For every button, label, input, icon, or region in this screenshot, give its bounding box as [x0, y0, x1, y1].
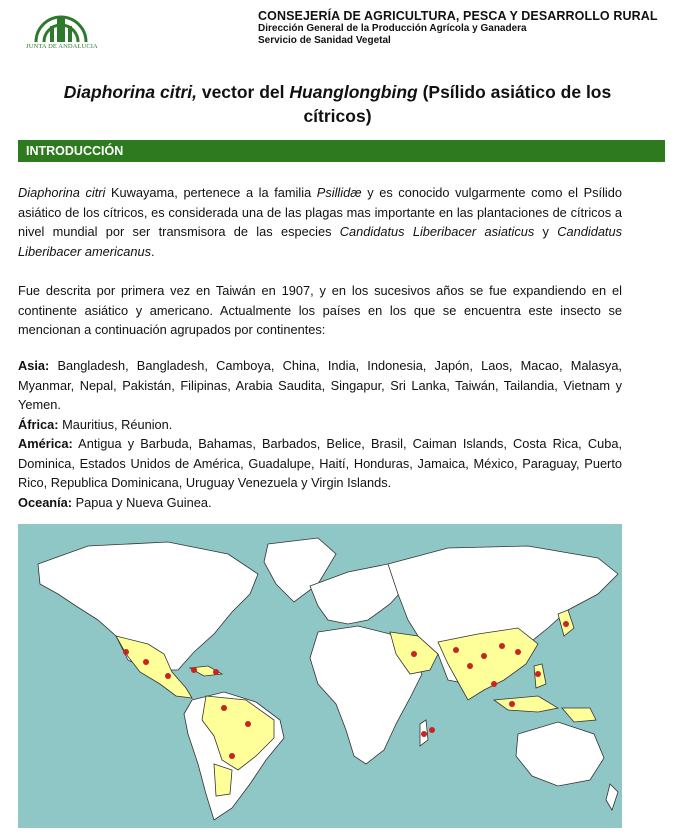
- land-india-china: [438, 628, 538, 700]
- record-marker: [143, 659, 149, 665]
- continent-asia: [18, 356, 622, 415]
- section-header: [18, 140, 665, 162]
- record-marker: [123, 649, 129, 655]
- record-marker: [229, 753, 235, 759]
- continent-label: Asia:: [18, 358, 50, 373]
- record-marker: [453, 647, 459, 653]
- bacteria-species-1: Candidatus Liberibacer asiaticus: [339, 224, 535, 239]
- title-middle: vector del: [196, 82, 290, 102]
- continent-africa: [18, 415, 622, 435]
- title-rest-2: cítricos): [303, 106, 372, 126]
- record-marker: [499, 643, 505, 649]
- record-marker: [411, 651, 417, 657]
- continent-label: América:: [18, 436, 73, 451]
- p1-text-b: y es conocido vulgarmente como el Psílido asiático de los cítricos, es considerada una de las plagas mas importante en las plantaciones de cítricos a nivel mundial por ser transmisora de las especies: [18, 185, 622, 239]
- record-marker: [429, 727, 435, 733]
- continent-countries: Mauritius, Réunion.: [58, 416, 173, 432]
- intro-paragraph-2: Fue descrita por primera vez en Taiwán en 1907, y en los sucesivos años se fue expandiendo en el continente asiático y americano. Actualmente los países en los que se encuentra este insecto se mencionan a continuación agrupados por continentes:: [18, 283, 622, 337]
- land-australia: [516, 722, 604, 786]
- logo-caption: JUNTA DE ANDALUCIA: [26, 43, 98, 50]
- record-marker: [213, 669, 219, 675]
- title-disease: Huanglongbing: [289, 82, 418, 102]
- directorate-name: Dirección General de la Producción Agrícola y Ganadera: [258, 23, 527, 34]
- continent-america: [18, 434, 622, 493]
- record-marker: [515, 649, 521, 655]
- ministry-name: CONSEJERÍA DE AGRICULTURA, PESCA Y DESARROLLO RURAL: [258, 9, 658, 23]
- title-rest-1: (Psílido asiático de los: [417, 82, 612, 102]
- continent-countries: Antigua y Barbuda, Bahamas, Barbados, Belice, Brasil, Caiman Islands, Costa Rica, Cuba, Dominica, Estados Unidos de América, Guadalupe, Haití, Honduras, Jamaica, México, Paraguay, Puerto Rico, Republica Dominicana, Uruguay Venezuela y Virgin Islands.: [18, 436, 622, 490]
- species-name: Diaphorina citri: [18, 185, 106, 200]
- continent-list: [18, 356, 622, 512]
- land-new-zealand: [606, 784, 618, 810]
- record-marker: [491, 681, 497, 687]
- bacteria-species-2: Candidatus Liberibacer americanus: [18, 224, 623, 259]
- page-header: [0, 0, 675, 62]
- world-map-svg: [18, 524, 622, 828]
- record-marker: [191, 667, 197, 673]
- record-marker: [509, 701, 515, 707]
- continent-label: Oceanía:: [18, 494, 73, 510]
- record-marker: [165, 673, 171, 679]
- continent-countries: Bangladesh, Bangladesh, Camboya, China, India, Indonesia, Japón, Laos, Macao, Malasya, Myanmar, Nepal, Pakistán, Filipinas, Arabia Saudita, Singapur, Sri Lanka, Taiwán, Tailandia, Vietnam y Yemen.: [18, 358, 622, 412]
- record-marker: [221, 705, 227, 711]
- land-paraguay-uruguay: [214, 764, 232, 796]
- section-label: INTRODUCCIÓN: [26, 144, 124, 158]
- p1-text-c: y: [534, 224, 558, 239]
- title-species: Diaphorina citri,: [63, 82, 197, 102]
- record-marker: [421, 731, 427, 737]
- document-title: [20, 80, 655, 128]
- record-marker: [467, 663, 473, 669]
- p1-text-a: Kuwayama, pertenece a la familia: [105, 185, 317, 200]
- family-name: Psillidæ: [316, 185, 362, 200]
- record-marker: [245, 721, 251, 727]
- continent-label: África:: [18, 416, 59, 432]
- record-marker: [563, 621, 569, 627]
- continent-countries: Papua y Nueva Guinea.: [72, 494, 212, 510]
- service-name: Servicio de Sanidad Vegetal: [258, 35, 391, 46]
- land-papua: [562, 708, 596, 722]
- land-indonesia: [494, 696, 558, 712]
- record-marker: [535, 671, 541, 677]
- intro-paragraph-1: [18, 183, 622, 261]
- distribution-map: [18, 524, 622, 828]
- continent-oceania: [18, 493, 622, 513]
- record-marker: [481, 653, 487, 659]
- organization-block: [258, 9, 668, 47]
- p1-text-d: .: [151, 243, 155, 259]
